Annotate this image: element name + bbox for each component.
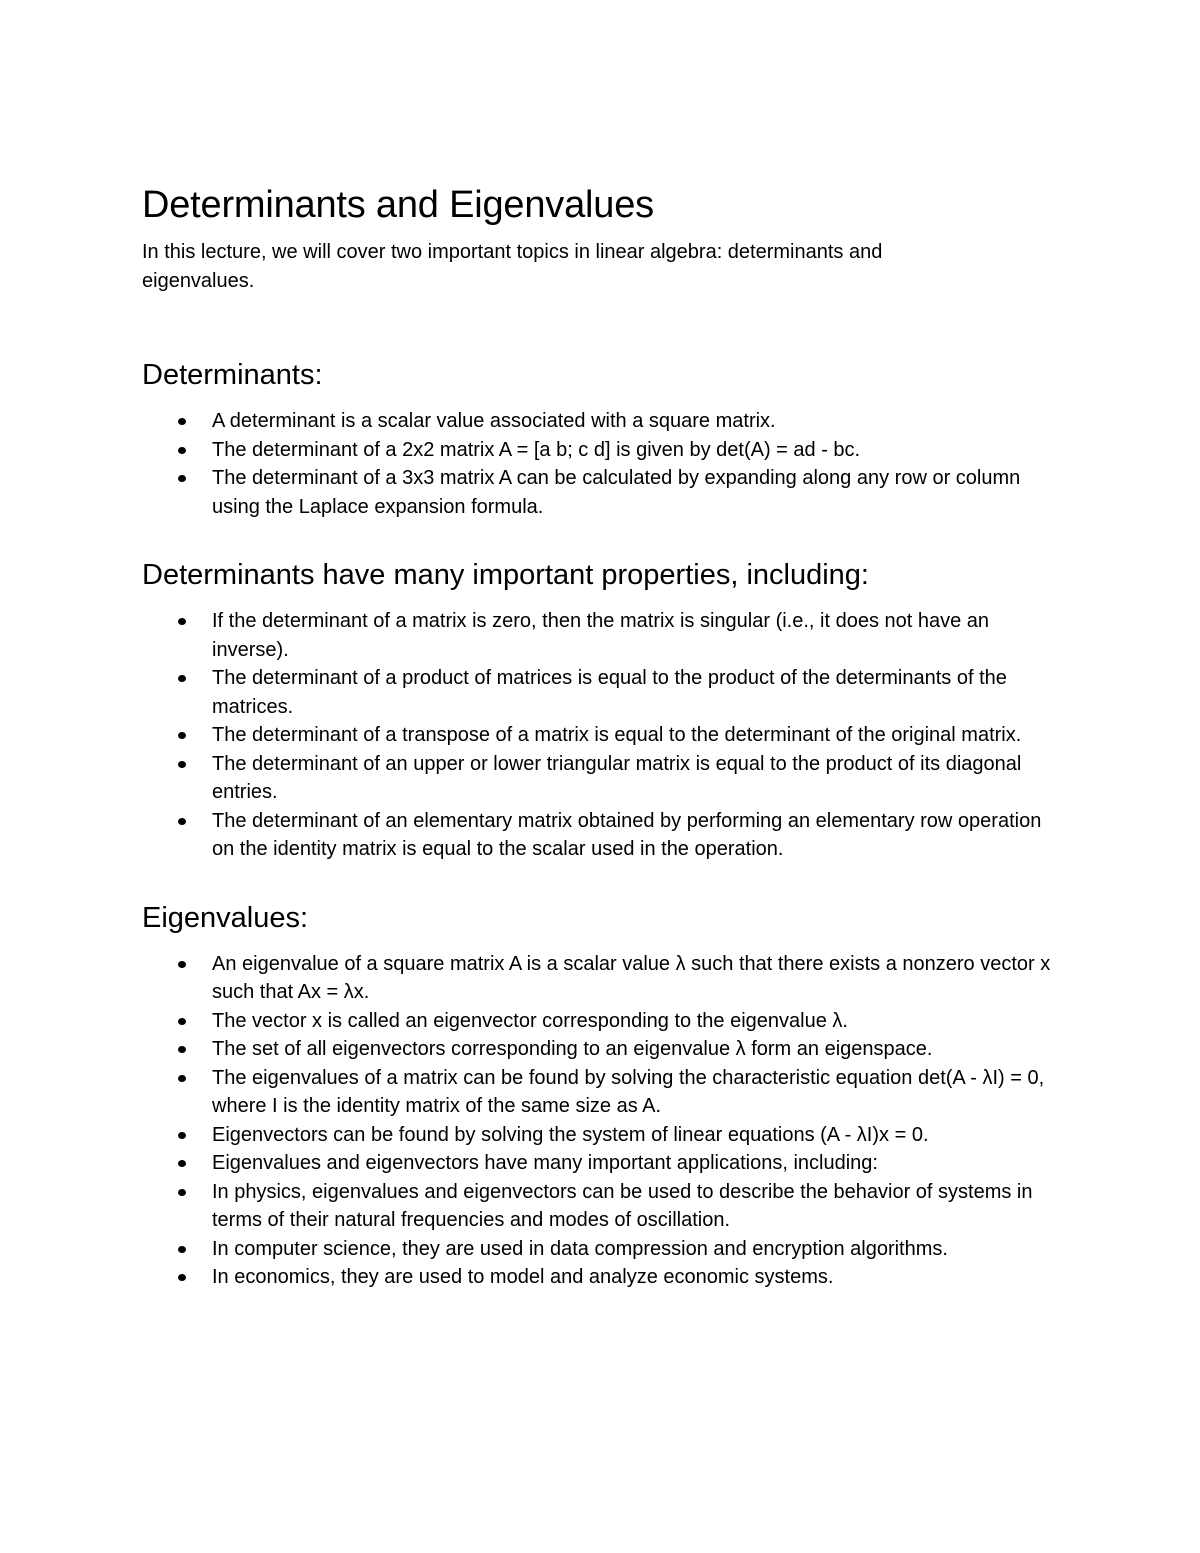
list-item (142, 1149, 1062, 1178)
list-item (142, 1263, 1062, 1292)
list-item (142, 950, 1062, 1007)
list-item-text: The determinant of an elementary matrix obtained by performing an elementary row operation on the identity matrix is equal to the scalar used in the operation. (212, 809, 1042, 860)
bullet-icon (178, 1160, 186, 1167)
bullet-icon (178, 1075, 186, 1082)
bullet-icon (178, 1189, 186, 1196)
list-item-text: The vector x is called an eigenvector corresponding to the eigenvalue λ. (212, 1009, 848, 1032)
list-item (142, 1035, 1062, 1064)
list-item-text: The determinant of a 2x2 matrix A = [a b; c d] is given by det(A) = ad - bc. (212, 438, 861, 461)
bullet-icon (178, 818, 186, 825)
determinants-list (142, 407, 1062, 521)
bullet-icon (178, 1246, 186, 1253)
list-item (142, 1007, 1062, 1036)
bullet-icon (178, 1274, 186, 1281)
list-item-text: The set of all eigenvectors corresponding to an eigenvalue λ form an eigenspace. (212, 1038, 933, 1060)
list-item (142, 750, 1062, 807)
list-item-text: In computer science, they are used in data compression and encryption algorithms. (212, 1237, 948, 1260)
list-item-text: If the determinant of a matrix is zero, then the matrix is singular (i.e., it does not have an inverse). (212, 610, 990, 661)
bullet-icon (178, 761, 186, 768)
bullet-icon (178, 675, 186, 682)
list-item-text: In physics, eigenvalues and eigenvectors can be used to describe the behavior of systems in terms of their natural frequencies and modes of oscillation. (212, 1180, 1033, 1231)
list-item-text: The determinant of a transpose of a matrix is equal to the determinant of the original matrix. (212, 724, 1022, 746)
properties-list (142, 607, 1062, 864)
bullet-icon (178, 418, 186, 425)
bullet-icon (178, 447, 186, 454)
document-title: Determinants and Eigenvalues (142, 184, 654, 226)
list-item (142, 1178, 1062, 1235)
list-item-text: The eigenvalues of a matrix can be found by solving the characteristic equation det(A - λI) = 0, where I is the identity matrix of the same size as A. (212, 1066, 1045, 1117)
list-item-text: The determinant of a 3x3 matrix A can be calculated by expanding along any row or column using the Laplace expansion formula. (212, 467, 1021, 518)
bullet-icon (178, 1018, 186, 1025)
section-heading-determinants: Determinants: (142, 359, 323, 391)
bullet-icon (178, 961, 186, 968)
bullet-icon (178, 618, 186, 625)
list-item (142, 664, 1062, 721)
list-item-text: An eigenvalue of a square matrix A is a scalar value λ such that there exists a nonzero vector x such that Ax = λx. (212, 952, 1051, 1003)
list-item-text: Eigenvalues and eigenvectors have many important applications, including: (212, 1152, 878, 1174)
list-item (142, 1121, 1062, 1150)
intro-paragraph: In this lecture, we will cover two important topics in linear algebra: determinants and eigenvalues. (142, 241, 883, 292)
bullet-icon (178, 475, 186, 482)
list-item (142, 464, 1062, 521)
section-heading-eigenvalues: Eigenvalues: (142, 901, 309, 934)
list-item (142, 721, 1062, 750)
bullet-icon (178, 732, 186, 739)
document-page (142, 180, 1062, 1292)
list-item-text: A determinant is a scalar value associated with a square matrix. (212, 410, 776, 432)
list-item (142, 1064, 1062, 1121)
list-item (142, 436, 1062, 465)
list-item (142, 807, 1062, 864)
list-item-text: Eigenvectors can be found by solving the system of linear equations (A - λI)x = 0. (212, 1123, 929, 1146)
bullet-icon (178, 1132, 186, 1139)
list-item-text: The determinant of an upper or lower triangular matrix is equal to the product of its diagonal entries. (212, 752, 1022, 803)
list-item-text: In economics, they are used to model and analyze economic systems. (212, 1266, 834, 1288)
eigenvalues-list (142, 950, 1062, 1292)
list-item-text: The determinant of a product of matrices is equal to the product of the determinants of the matrices. (212, 667, 1007, 718)
list-item (142, 1235, 1062, 1264)
list-item (142, 407, 1062, 436)
section-heading-properties: Determinants have many important properties, including: (142, 559, 869, 591)
bullet-icon (178, 1046, 186, 1053)
list-item (142, 607, 1062, 664)
